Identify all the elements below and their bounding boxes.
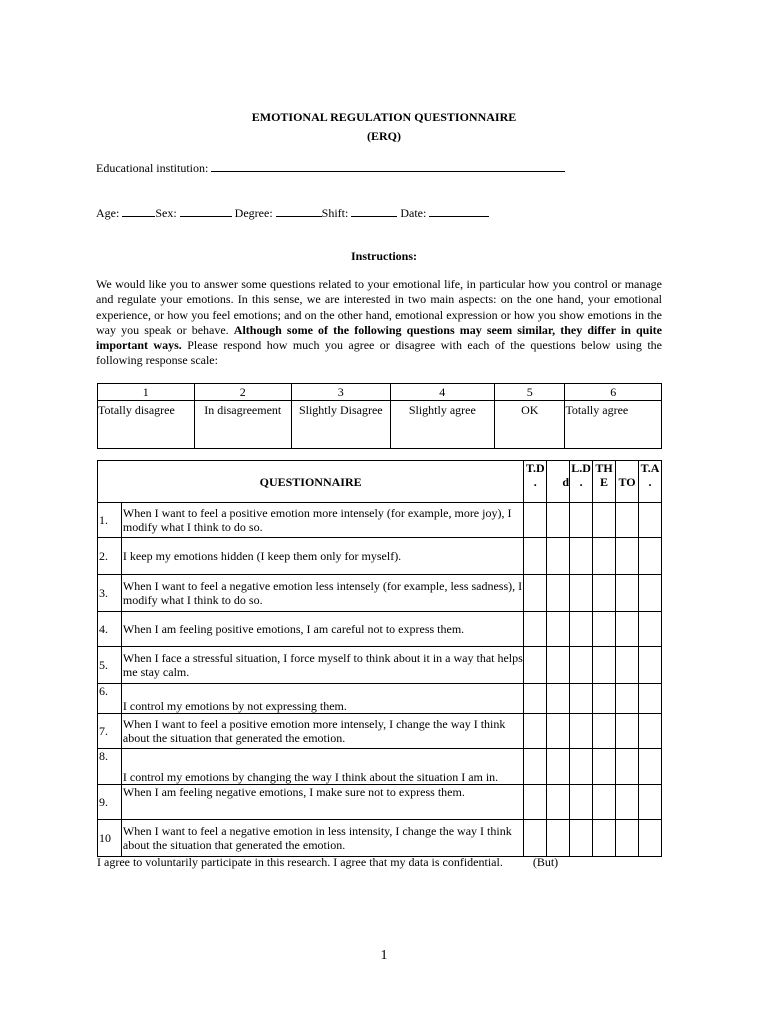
response-cell[interactable] [547, 714, 570, 749]
question-row [98, 647, 662, 684]
question-row [98, 503, 662, 538]
response-cell[interactable] [547, 647, 570, 684]
response-cell[interactable] [547, 503, 570, 538]
instructions-text-1: We would like you to answer some questions related to your emotional life, in particular how you control or manage and regulate your emotions. In this sense, we are interested in two main aspects: on the one hand, your emotional experience, or how you feel emotions; and on the other hand, emotional expression or how you show emotions in the way you speak or behave. [96, 277, 662, 337]
question-text: When I face a stressful situation, I force myself to think about it in a way that helps me stay calm. [121, 647, 523, 684]
response-cell[interactable] [547, 820, 570, 857]
response-cell[interactable] [570, 575, 593, 612]
response-cell[interactable] [524, 820, 547, 857]
sex-field[interactable] [180, 205, 232, 217]
question-number: 6. [98, 684, 122, 714]
scale-label: Slightly agree [390, 401, 495, 449]
response-cell[interactable] [524, 612, 547, 647]
response-cell[interactable] [593, 538, 616, 575]
response-cell[interactable] [638, 647, 661, 684]
response-cell[interactable] [616, 538, 639, 575]
response-scale-table [97, 383, 662, 449]
response-cell[interactable] [616, 647, 639, 684]
response-cell[interactable] [570, 820, 593, 857]
shift-field[interactable] [351, 205, 397, 217]
document-title: EMOTIONAL REGULATION QUESTIONNAIRE [251, 110, 517, 124]
question-text: When I want to feel a positive emotion more intensely, I change the way I think about the situation that generated the emotion. [121, 714, 523, 749]
response-cell[interactable] [593, 647, 616, 684]
questionnaire-heading: QUESTIONNAIRE [98, 461, 524, 503]
response-cell[interactable] [547, 612, 570, 647]
institution-row [96, 160, 565, 176]
instructions-text-2: Please respond how much you agree or disagree with each of the questions below using the following response scale: [96, 338, 662, 368]
question-number: 2. [98, 538, 122, 575]
column-header: T.A . [638, 461, 661, 503]
question-row [98, 575, 662, 612]
response-cell[interactable] [616, 749, 639, 785]
response-cell[interactable] [638, 538, 661, 575]
date-label: Date: [400, 206, 427, 220]
question-text: I keep my emotions hidden (I keep them only for myself). [121, 538, 523, 575]
column-header: d [547, 461, 570, 503]
sex-label: Sex: [155, 206, 177, 220]
response-cell[interactable] [570, 684, 593, 714]
question-row [98, 538, 662, 575]
question-text: I control my emotions by not expressing them. [121, 684, 523, 714]
response-cell[interactable] [616, 575, 639, 612]
scale-label: In disagreement [194, 401, 292, 449]
response-cell[interactable] [524, 647, 547, 684]
instructions-heading: Instructions: [350, 249, 417, 263]
response-cell[interactable] [616, 820, 639, 857]
response-cell[interactable] [638, 612, 661, 647]
question-text: When I want to feel a negative emotion less intensely (for example, less sadness), I modify what I think to do so. [121, 575, 523, 612]
date-field[interactable] [429, 205, 489, 217]
degree-label: Degree: [234, 206, 273, 220]
response-cell[interactable] [616, 503, 639, 538]
scale-label: Totally disagree [98, 401, 195, 449]
response-cell[interactable] [524, 684, 547, 714]
consent-statement [97, 855, 558, 870]
column-header: TO [616, 461, 639, 503]
document-subtitle: (ERQ) [367, 129, 401, 143]
response-cell[interactable] [638, 575, 661, 612]
response-cell[interactable] [593, 612, 616, 647]
column-header: T.D . [524, 461, 547, 503]
response-cell[interactable] [570, 749, 593, 785]
response-cell[interactable] [524, 538, 547, 575]
question-number: 7. [98, 714, 122, 749]
response-cell[interactable] [638, 785, 661, 820]
response-cell[interactable] [547, 785, 570, 820]
response-cell[interactable] [593, 749, 616, 785]
response-cell[interactable] [524, 575, 547, 612]
scale-number: 3 [292, 384, 391, 401]
shift-label: Shift: [321, 206, 349, 220]
column-header: TH E [593, 461, 616, 503]
question-number: 9. [98, 785, 122, 820]
question-number: 3. [98, 575, 122, 612]
response-cell[interactable] [524, 749, 547, 785]
response-cell[interactable] [547, 684, 570, 714]
response-cell[interactable] [616, 612, 639, 647]
column-header: L.D . [570, 461, 593, 503]
response-cell[interactable] [638, 714, 661, 749]
scale-number: 5 [495, 384, 565, 401]
degree-field[interactable] [276, 205, 322, 217]
response-cell[interactable] [570, 503, 593, 538]
response-cell[interactable] [593, 684, 616, 714]
demographics-row [96, 205, 489, 221]
response-cell[interactable] [593, 575, 616, 612]
response-cell[interactable] [638, 684, 661, 714]
response-cell[interactable] [547, 538, 570, 575]
response-cell[interactable] [638, 503, 661, 538]
response-cell[interactable] [570, 538, 593, 575]
question-row [98, 714, 662, 749]
scale-number: 2 [194, 384, 292, 401]
question-text: When I want to feel a positive emotion more intensely (for example, more joy), I modify what I think to do so. [121, 503, 523, 538]
scale-label: OK [495, 401, 565, 449]
question-text: When I am feeling positive emotions, I am careful not to express them. [121, 612, 523, 647]
question-text: I control my emotions by changing the way I think about the situation I am in. [121, 749, 523, 785]
questionnaire-table [97, 460, 662, 857]
response-cell[interactable] [638, 749, 661, 785]
response-cell[interactable] [570, 785, 593, 820]
scale-number: 1 [98, 384, 195, 401]
response-cell[interactable] [638, 820, 661, 857]
response-cell[interactable] [593, 820, 616, 857]
response-cell[interactable] [524, 503, 547, 538]
scale-label: Totally agree [565, 401, 662, 449]
response-cell[interactable] [524, 785, 547, 820]
question-row [98, 612, 662, 647]
scale-number: 6 [565, 384, 662, 401]
question-row [98, 785, 662, 820]
response-cell[interactable] [593, 503, 616, 538]
institution-label: Educational institution: [96, 161, 209, 175]
question-row [98, 684, 662, 714]
question-number: 8. [98, 749, 122, 785]
question-text: When I am feeling negative emotions, I make sure not to express them. [121, 785, 523, 820]
response-cell[interactable] [570, 647, 593, 684]
scale-label: Slightly Disagree [292, 401, 391, 449]
question-number: 1. [98, 503, 122, 538]
response-cell[interactable] [616, 714, 639, 749]
question-number: 5. [98, 647, 122, 684]
response-cell[interactable] [570, 714, 593, 749]
signature-label: (But) [532, 855, 559, 869]
question-row [98, 820, 662, 857]
question-number: 4. [98, 612, 122, 647]
age-field[interactable] [122, 205, 155, 217]
response-cell[interactable] [524, 714, 547, 749]
response-cell[interactable] [616, 785, 639, 820]
instructions-paragraph [96, 277, 662, 369]
age-label: Age: [96, 206, 120, 220]
question-row [98, 749, 662, 785]
scale-number: 4 [390, 384, 495, 401]
institution-field[interactable] [211, 160, 565, 172]
response-cell[interactable] [593, 785, 616, 820]
question-text: When I want to feel a negative emotion in less intensity, I change the way I think about the situation that generated the emotion. [121, 820, 523, 857]
instructions-text-bold: Although some of the following questions may seem similar, they differ in quite important ways. [96, 322, 662, 353]
response-cell[interactable] [547, 749, 570, 785]
response-cell[interactable] [593, 714, 616, 749]
response-cell[interactable] [616, 684, 639, 714]
response-cell[interactable] [547, 575, 570, 612]
question-number: 10 [98, 820, 122, 857]
consent-text: I agree to voluntarily participate in this research. I agree that my data is confidential. [97, 855, 503, 869]
response-cell[interactable] [570, 612, 593, 647]
page-number: 1 [380, 948, 388, 963]
